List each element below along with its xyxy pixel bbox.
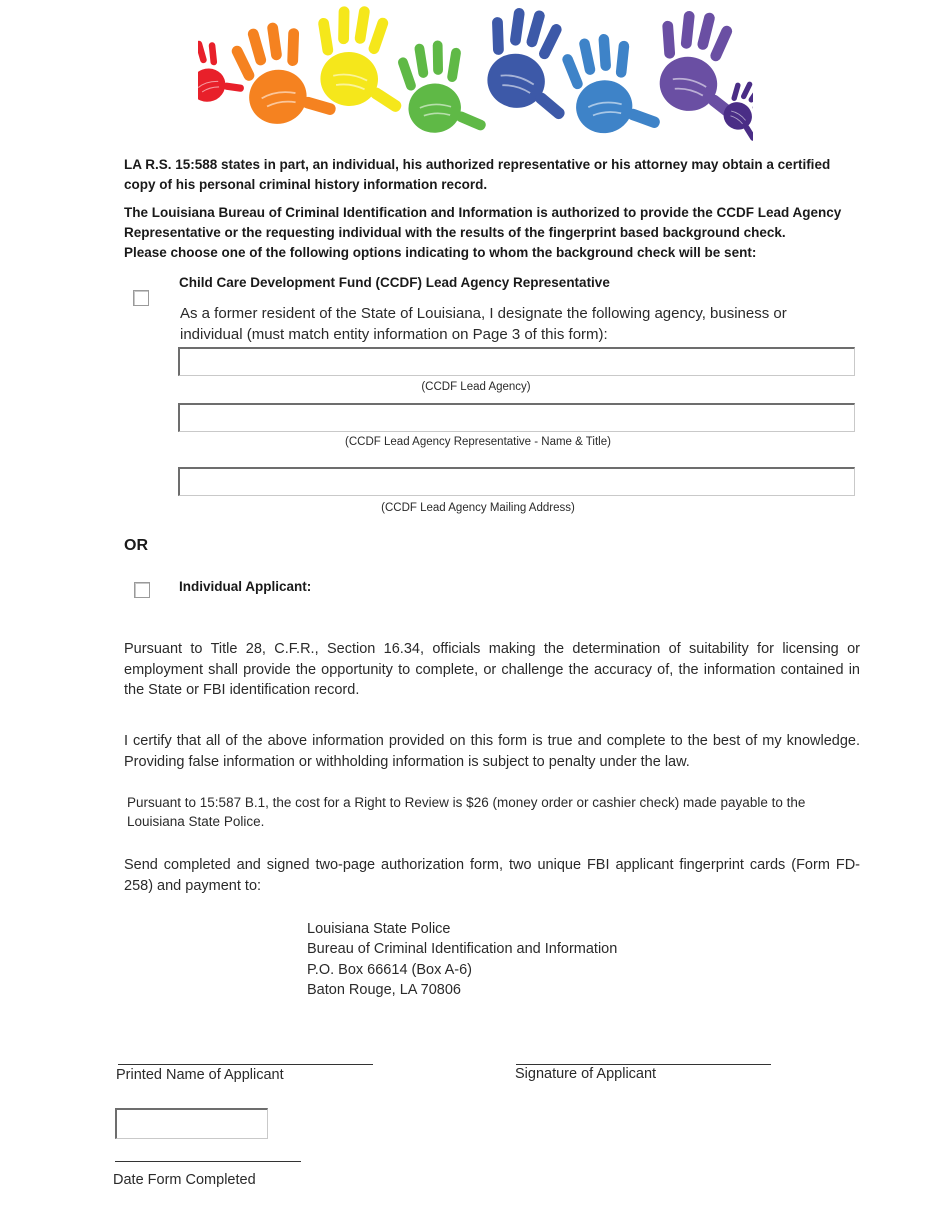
- choose-option-instruction: Please choose one of the following options indicating to whom the background check will be sent:: [124, 245, 757, 260]
- individual-applicant-checkbox[interactable]: [134, 582, 150, 598]
- review-cost-paragraph: Pursuant to 15:587 B.1, the cost for a Right to Review is $26 (money order or cashier check) made payable to the Louisiana State Police.: [127, 795, 806, 829]
- statute-paragraph: LA R.S. 15:588 states in part, an individual, his authorized representative or his attorney may obtain a certified copy of his personal criminal history information record.: [124, 157, 831, 192]
- send-instructions-paragraph: Send completed and signed two-page authorization form, two unique FBI applicant fingerprint cards (Form FD-258) and payment to:: [124, 857, 860, 894]
- ccdf-lead-agency-caption: (CCDF Lead Agency): [421, 381, 531, 393]
- date-line: [115, 1161, 301, 1162]
- printed-name-label: Printed Name of Applicant: [116, 1067, 284, 1083]
- handprint-green: [395, 36, 488, 138]
- or-divider-label: OR: [124, 537, 148, 554]
- signature-line[interactable]: [516, 1064, 771, 1065]
- signature-label: Signature of Applicant: [515, 1066, 657, 1082]
- ccdf-representative-name-caption: (CCDF Lead Agency Representative - Name & Title): [345, 436, 611, 448]
- printed-name-line[interactable]: [118, 1064, 373, 1065]
- ccdf-mailing-address-caption: (CCDF Lead Agency Mailing Address): [381, 502, 575, 514]
- address-line-4: Baton Rouge, LA 70806: [307, 982, 461, 998]
- address-line-3: P.O. Box 66614 (Box A-6): [307, 962, 472, 978]
- ccdf-representative-name-field[interactable]: [178, 403, 855, 432]
- ccdf-lead-agency-field[interactable]: [178, 347, 855, 376]
- handprint-red: [198, 31, 247, 111]
- address-line-1: Louisiana State Police: [307, 921, 451, 937]
- ccdf-mailing-address-field[interactable]: [178, 467, 855, 496]
- date-completed-label: Date Form Completed: [113, 1172, 256, 1188]
- individual-applicant-label: Individual Applicant:: [179, 579, 312, 594]
- ccdf-designation-text: As a former resident of the State of Louisiana, I designate the following agency, business or individual (must match entity information on Page 3 of this form):: [180, 305, 787, 343]
- ccdf-option-label: Child Care Development Fund (CCDF) Lead Agency Representative: [179, 275, 610, 290]
- ccdf-representative-checkbox[interactable]: [133, 290, 149, 306]
- authorization-paragraph: The Louisiana Bureau of Criminal Identification and Information is authorized to provide the CCDF Lead Agency Representative or the requesting individual with the results of the fingerprint based background check.: [124, 205, 842, 240]
- cfr-paragraph: Pursuant to Title 28, C.F.R., Section 16.34, officials making the determination of suitability for licensing or employment shall provide the opportunity to complete, or challenge the accuracy of, the information contained in the State or FBI identification record.: [124, 641, 860, 698]
- handprint-blue: [558, 27, 662, 141]
- certification-paragraph: I certify that all of the above information provided on this form is true and complete to the best of my knowledge. Providing false information or withholding information is subject to penalty under the law.: [124, 733, 860, 770]
- handprint-yellow: [310, 2, 412, 114]
- address-line-2: Bureau of Criminal Identification and Information: [307, 941, 618, 957]
- handprints-banner: [198, 0, 753, 150]
- date-completed-field[interactable]: [115, 1108, 268, 1139]
